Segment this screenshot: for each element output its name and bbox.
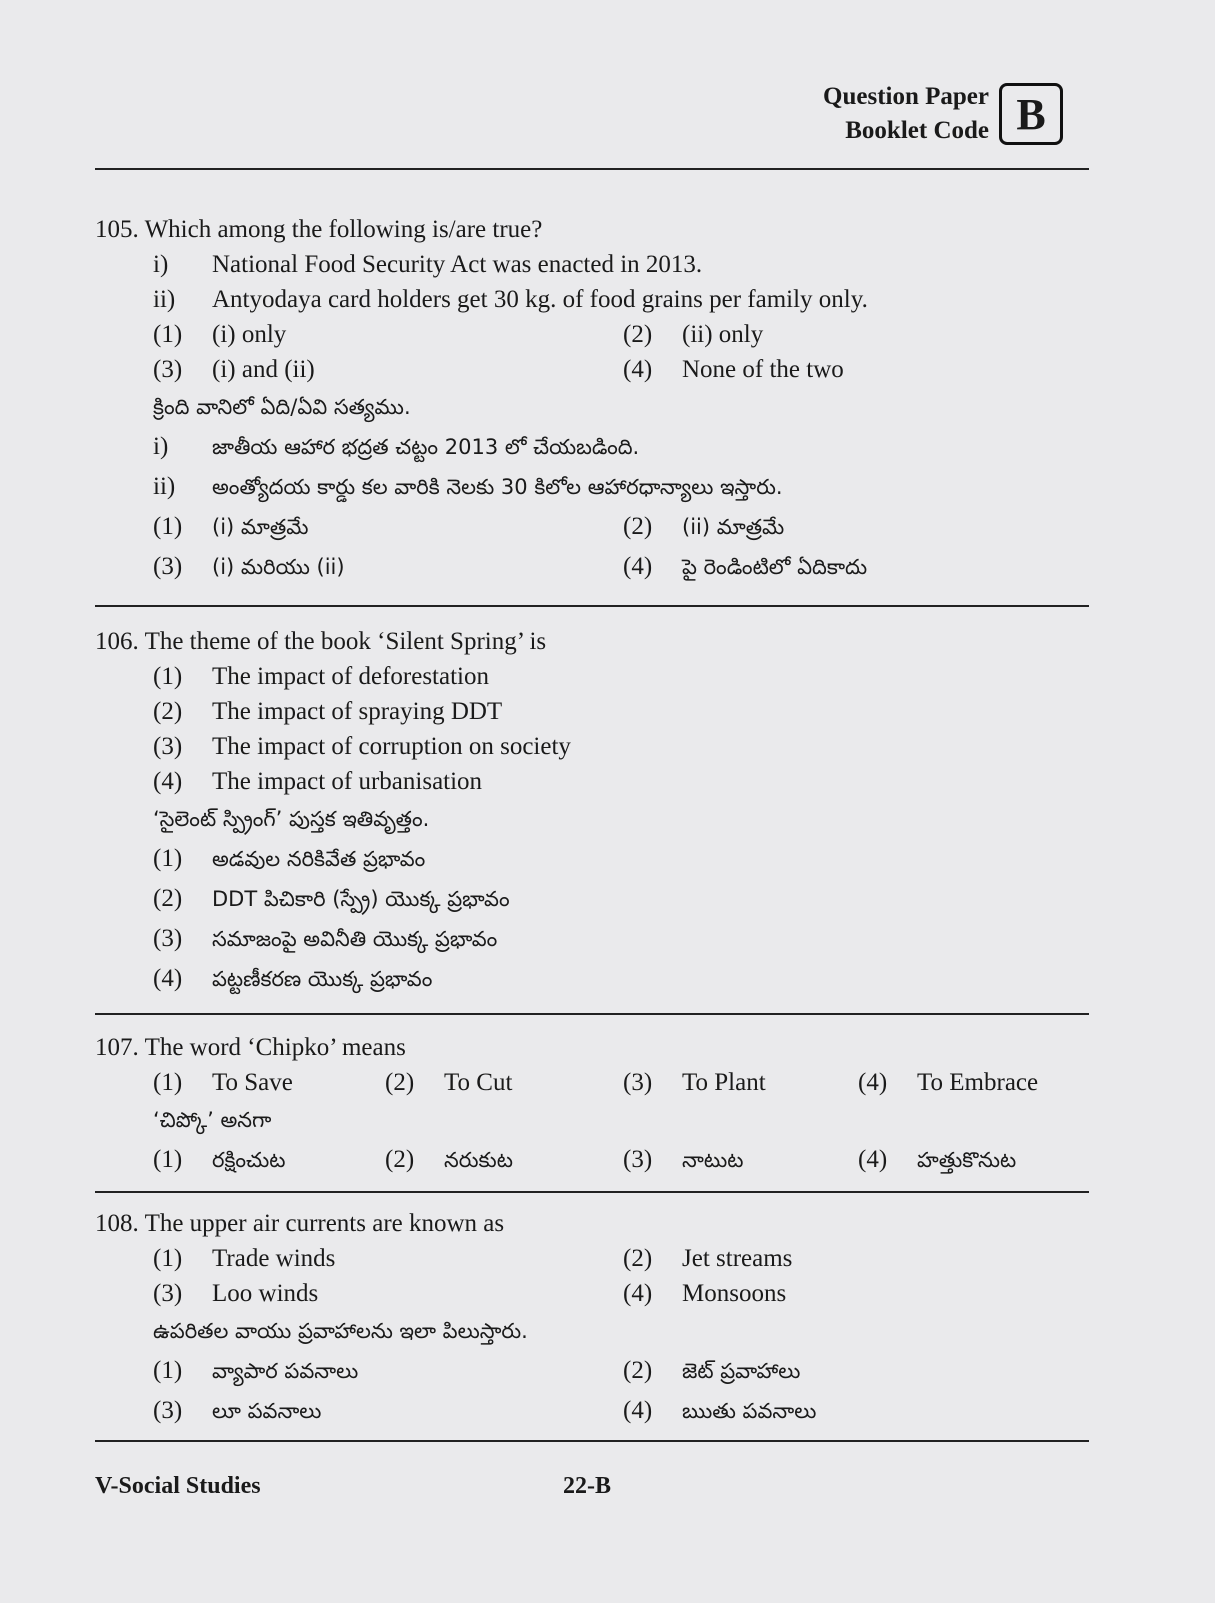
- option-marker: (3): [153, 356, 183, 383]
- option-row-telugu: [95, 507, 1085, 547]
- option-marker: (2): [623, 513, 653, 540]
- option-text: (i) మాత్రమే: [212, 515, 309, 539]
- option-text: ఋతు పవనాలు: [682, 1399, 817, 1423]
- option-row-telugu: [95, 547, 1085, 587]
- footer-page-number: 22-B: [563, 1473, 611, 1499]
- statement-row-telugu: [95, 427, 1085, 467]
- question-107: [95, 1030, 1085, 1180]
- option-marker: (3): [623, 1146, 653, 1173]
- option-marker: (2): [153, 698, 183, 725]
- option-marker: (4): [623, 356, 653, 383]
- option-marker: (2): [385, 1146, 415, 1173]
- statement-row: [95, 247, 1085, 282]
- divider: [95, 1191, 1089, 1193]
- option-text: అడవుల నరికివేత ప్రభావం: [212, 847, 426, 871]
- option-marker: (2): [153, 885, 183, 912]
- option-marker: (3): [153, 553, 183, 580]
- option-marker: (3): [153, 1280, 183, 1307]
- option-text: (i) only: [212, 321, 287, 348]
- option-marker: (1): [153, 663, 183, 690]
- option-text: To Embrace: [917, 1069, 1039, 1096]
- statement-text: Antyodaya card holders get 30 kg. of food grains per family only.: [212, 286, 868, 313]
- divider: [95, 1013, 1089, 1015]
- option-marker: (1): [153, 321, 183, 348]
- statement-text: జాతీయ ఆహార భద్రత చట్టం 2013 లో చేయబడింది.: [212, 435, 640, 459]
- question-number: 108.: [95, 1210, 139, 1237]
- statement-row-telugu: [95, 467, 1085, 507]
- option-row-telugu: [95, 1391, 1085, 1431]
- option-text: DDT పిచికారి (స్ప్రే) యొక్క ప్రభావం: [212, 887, 510, 911]
- option-marker: (1): [153, 513, 183, 540]
- option-marker: (4): [858, 1069, 888, 1096]
- option-row: [95, 1276, 1085, 1311]
- question-108: [95, 1206, 1085, 1431]
- question-stem-telugu: ‘సైలెంట్ స్ప్రింగ్’ పుస్తక ఇతివృత్తం.: [153, 807, 430, 831]
- divider: [95, 605, 1089, 607]
- divider: [95, 168, 1089, 170]
- option-text: Monsoons: [682, 1280, 787, 1307]
- statement-marker: i): [153, 251, 169, 278]
- question-106: [95, 624, 1085, 999]
- option-text: Loo winds: [212, 1280, 319, 1307]
- question-105: [95, 212, 1085, 587]
- option-text: పై రెండింటిలో ఏదికాదు: [682, 555, 868, 579]
- option-marker: (4): [623, 1397, 653, 1424]
- option-marker: (3): [623, 1069, 653, 1096]
- header-line-1: Question Paper: [823, 83, 989, 110]
- booklet-code-header: [823, 80, 1063, 148]
- statement-row: [95, 282, 1085, 317]
- statement-marker: ii): [153, 473, 176, 500]
- question-stem-telugu: ‘చిప్కో’ అనగా: [153, 1108, 272, 1132]
- option-text: (ii) only: [682, 321, 764, 348]
- option-text: రక్షించుట: [212, 1148, 286, 1172]
- question-text: Which among the following is/are true?: [144, 216, 543, 243]
- statement-marker: i): [153, 433, 169, 460]
- option-row-telugu: [95, 919, 1085, 959]
- option-marker: (1): [153, 1146, 183, 1173]
- option-text: To Cut: [444, 1069, 513, 1096]
- option-marker: (3): [153, 1397, 183, 1424]
- option-marker: (2): [623, 321, 653, 348]
- option-text: To Save: [212, 1069, 293, 1096]
- footer-subject: V-Social Studies: [95, 1473, 261, 1499]
- option-marker: (1): [153, 1357, 183, 1384]
- header-line-2: Booklet Code: [845, 117, 989, 144]
- option-marker: (1): [153, 845, 183, 872]
- option-text: The impact of urbanisation: [212, 768, 483, 795]
- question-stem: [95, 1206, 1085, 1241]
- option-text: None of the two: [682, 356, 844, 383]
- option-text: To Plant: [682, 1069, 766, 1096]
- question-stem: [95, 212, 1085, 247]
- booklet-code-label: [823, 80, 989, 148]
- option-text: The impact of spraying DDT: [212, 698, 503, 725]
- option-text: (i) and (ii): [212, 356, 315, 383]
- question-stem: [95, 1030, 1085, 1065]
- option-row: [95, 659, 1085, 694]
- option-row-telugu: [95, 839, 1085, 879]
- question-text: The upper air currents are known as: [144, 1210, 505, 1237]
- question-stem-telugu: ఉపరితల వాయు ప్రవాహాలను ఇలా పిలుస్తారు.: [153, 1319, 528, 1343]
- option-row: [95, 352, 1085, 387]
- option-row: [95, 764, 1085, 799]
- question-number: 106.: [95, 628, 139, 655]
- question-stem: [95, 624, 1085, 659]
- option-marker: (4): [623, 1280, 653, 1307]
- option-text: The impact of deforestation: [212, 663, 489, 690]
- option-text: జెట్ ప్రవాహాలు: [682, 1359, 801, 1383]
- question-text: The word ‘Chipko’ means: [144, 1034, 406, 1061]
- option-text: Trade winds: [212, 1245, 336, 1272]
- booklet-code-box: B: [999, 83, 1063, 145]
- question-number: 105.: [95, 216, 139, 243]
- option-text: Jet streams: [682, 1245, 793, 1272]
- option-marker: (3): [153, 733, 183, 760]
- option-text: హత్తుకొనుట: [917, 1148, 1017, 1172]
- option-row: [95, 1241, 1085, 1276]
- option-text: లూ పవనాలు: [212, 1399, 322, 1423]
- divider: [95, 1440, 1089, 1442]
- statement-text: National Food Security Act was enacted in 2013.: [212, 251, 703, 278]
- option-marker: (2): [623, 1357, 653, 1384]
- option-marker: (3): [153, 925, 183, 952]
- option-row-telugu: [95, 879, 1085, 919]
- question-number: 107.: [95, 1034, 139, 1061]
- question-text: The theme of the book ‘Silent Spring’ is: [144, 628, 547, 655]
- option-text: (ii) మాత్రమే: [682, 515, 785, 539]
- option-marker: (4): [153, 768, 183, 795]
- option-row: [95, 1065, 1085, 1100]
- option-row: [95, 317, 1085, 352]
- option-text: వ్యాపార పవనాలు: [212, 1359, 359, 1383]
- option-text: నాటుట: [682, 1148, 744, 1172]
- option-row: [95, 694, 1085, 729]
- option-marker: (2): [385, 1069, 415, 1096]
- option-row-telugu: [95, 959, 1085, 999]
- option-text: పట్టణీకరణ యొక్క ప్రభావం: [212, 967, 433, 991]
- question-stem-telugu: క్రింది వానిలో ఏది/ఏవి సత్యము.: [153, 395, 411, 419]
- option-row-telugu: [95, 1140, 1085, 1180]
- statement-marker: ii): [153, 286, 176, 313]
- option-marker: (1): [153, 1069, 183, 1096]
- option-marker: (2): [623, 1245, 653, 1272]
- option-marker: (4): [858, 1146, 888, 1173]
- option-marker: (1): [153, 1245, 183, 1272]
- option-text: సమాజంపై అవినీతి యొక్క ప్రభావం: [212, 927, 498, 951]
- option-text: The impact of corruption on society: [212, 733, 571, 760]
- option-row-telugu: [95, 1351, 1085, 1391]
- option-text: నరుకుట: [444, 1148, 513, 1172]
- option-row: [95, 729, 1085, 764]
- option-text: (i) మరియు (ii): [212, 555, 345, 579]
- option-marker: (4): [153, 965, 183, 992]
- statement-text: అంత్యోదయ కార్డు కల వారికి నెలకు 30 కిలోల ఆహారధాన్యాలు ఇస్తారు.: [212, 475, 783, 499]
- option-marker: (4): [623, 553, 653, 580]
